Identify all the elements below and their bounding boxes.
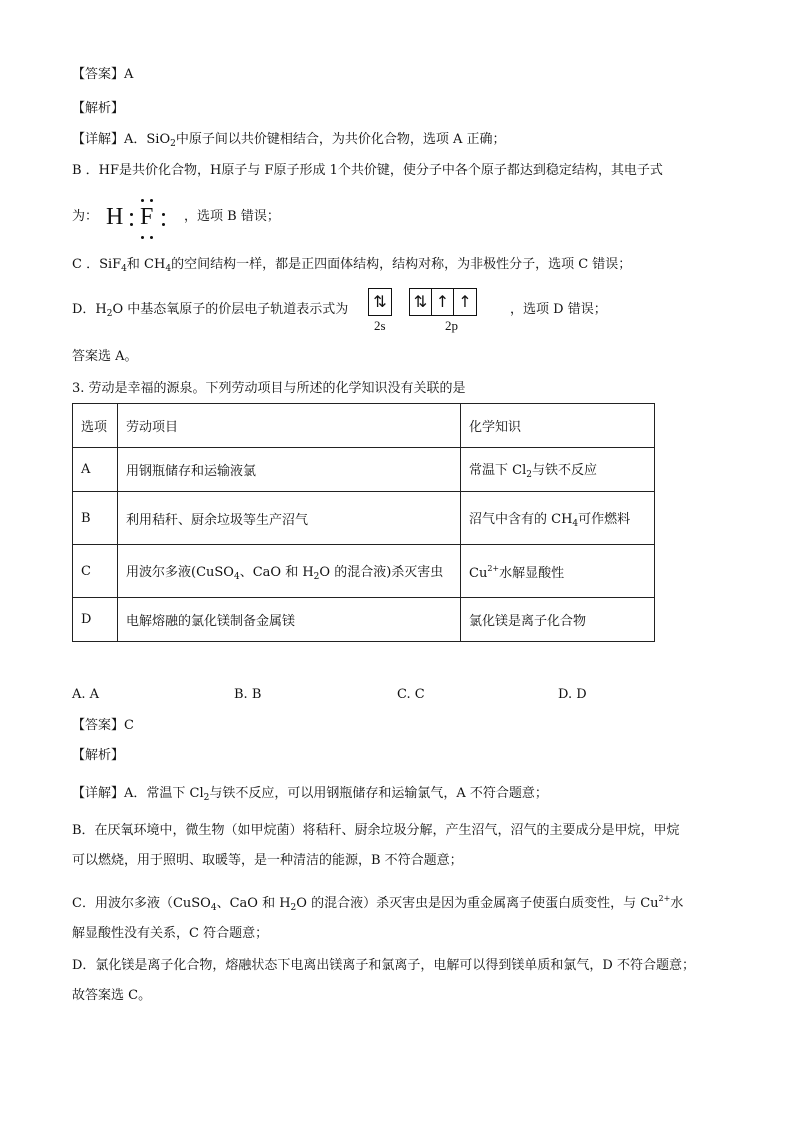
table-cell: 沼气中含有的 $CH_4$可作燃料 [461, 492, 655, 545]
choice-a: A. A [72, 687, 100, 702]
choice-c: C. C [397, 687, 425, 702]
table-row [73, 448, 655, 492]
choice-b: B. B [234, 687, 262, 702]
orbital-2s-label: 2s [374, 318, 386, 333]
orbital-2p-box [409, 288, 477, 316]
answer-2-line: 【答案】C [72, 718, 134, 733]
detail-c-line: C ．SiF$_4$和 $CH_4$的空间结构一样，都是正四面体结构，结构对称，为非极性分子，选项 C 错误； [72, 257, 632, 274]
detail2-b-line2: 可以燃烧，用于照明、取暖等，是一种清洁的能源，B 不符合题意； [72, 853, 463, 868]
table-row [73, 598, 655, 642]
question-3-stem: 3. 劳动是幸福的源泉。下列劳动项目与所述的化学知识没有关联的是 [72, 381, 466, 396]
orbital-cell: ↑ [432, 289, 454, 315]
table-cell: 用钢瓶储存和运输液氯 [118, 448, 461, 492]
detail-d-line: D．$H_2O$ 中基态氧原子的价层电子轨道表示式为 [72, 302, 349, 319]
table-cell: 常温下 $Cl_2$与铁不反应 [461, 448, 655, 492]
answer-line: 【答案】A [72, 67, 134, 82]
table-cell: B [73, 492, 118, 545]
orbital-cell: ↑ [458, 292, 472, 311]
choice-d: D. D [558, 687, 587, 702]
table-header-row [73, 404, 655, 448]
table-header: 选项 [73, 404, 118, 448]
detail-a-line: 【详解】A．SiO$_2$中原子间以共价键相结合，为共价化合物，选项 A 正确； [72, 132, 506, 149]
detail2-d-line: D．氯化镁是离子化合物，熔融状态下电离出镁离子和氯离子，电解可以得到镁单质和氯气，D 不符合题意； [72, 958, 695, 973]
table-cell: C [73, 545, 118, 598]
orbital-2s-box [368, 288, 392, 316]
detail2-b-line1: B．在厌氧环境中，微生物（如甲烷菌）将秸秆、厨余垃圾分解，产生沼气，沼气的主要成分是甲烷，甲烷 [72, 823, 680, 838]
table-header: 化学知识 [461, 404, 655, 448]
table-cell: A [73, 448, 118, 492]
answer-select-line: 答案选 A。 [72, 349, 138, 364]
final-answer-line: 故答案选 C。 [72, 988, 152, 1003]
detail2-a-line: 【详解】A．常温下 $Cl_2$与铁不反应，可以用钢瓶储存和运输氯气，A 不符合题意； [72, 786, 548, 803]
orbital-cell: ⇅ [373, 292, 387, 311]
table-cell: 用波尔多液(CuSO$_4$、CaO 和 $H_2O$ 的混合液)杀灭害虫 [118, 545, 461, 598]
question-table [72, 403, 655, 642]
table-row [73, 545, 655, 598]
table-cell: 氯化镁是离子化合物 [461, 598, 655, 642]
detail2-c-line1: C．用波尔多液（CuSO$_4$、CaO 和 $H_2O$ 的混合液）杀灭害虫是因为重金属离子使蛋白质变性，与 $Cu^{2+}$水 [72, 894, 684, 913]
analysis-label: 【解析】 [72, 101, 125, 116]
table-cell: 利用秸秆、厨余垃圾等生产沼气 [118, 492, 461, 545]
detail-d-conclusion: ，选项 D 错误； [510, 302, 607, 317]
table-header: 劳动项目 [118, 404, 461, 448]
detail-b-line: B ．HF是共价化合物，H原子与 F原子形成 1个共价键，使分子中各个原子都达到稳定结构，其电子式 [72, 163, 663, 178]
analysis-2-label: 【解析】 [72, 748, 125, 763]
hf-electron-dot-formula: H F [104, 196, 176, 240]
orbital-2p-label: 2p [445, 318, 458, 333]
detail-b-conclusion: ，选项 B 错误； [184, 209, 280, 224]
detail-b-formula-line: 为： [72, 209, 99, 224]
table-cell: 电解熔融的氯化镁制备金属镁 [118, 598, 461, 642]
table-row [73, 492, 655, 545]
orbital-cell: ⇅ [410, 289, 432, 315]
table-cell: D [73, 598, 118, 642]
table-cell: $Cu^{2+}$水解显酸性 [461, 545, 655, 598]
detail2-c-line2: 解显酸性没有关系，C 符合题意； [72, 926, 269, 941]
